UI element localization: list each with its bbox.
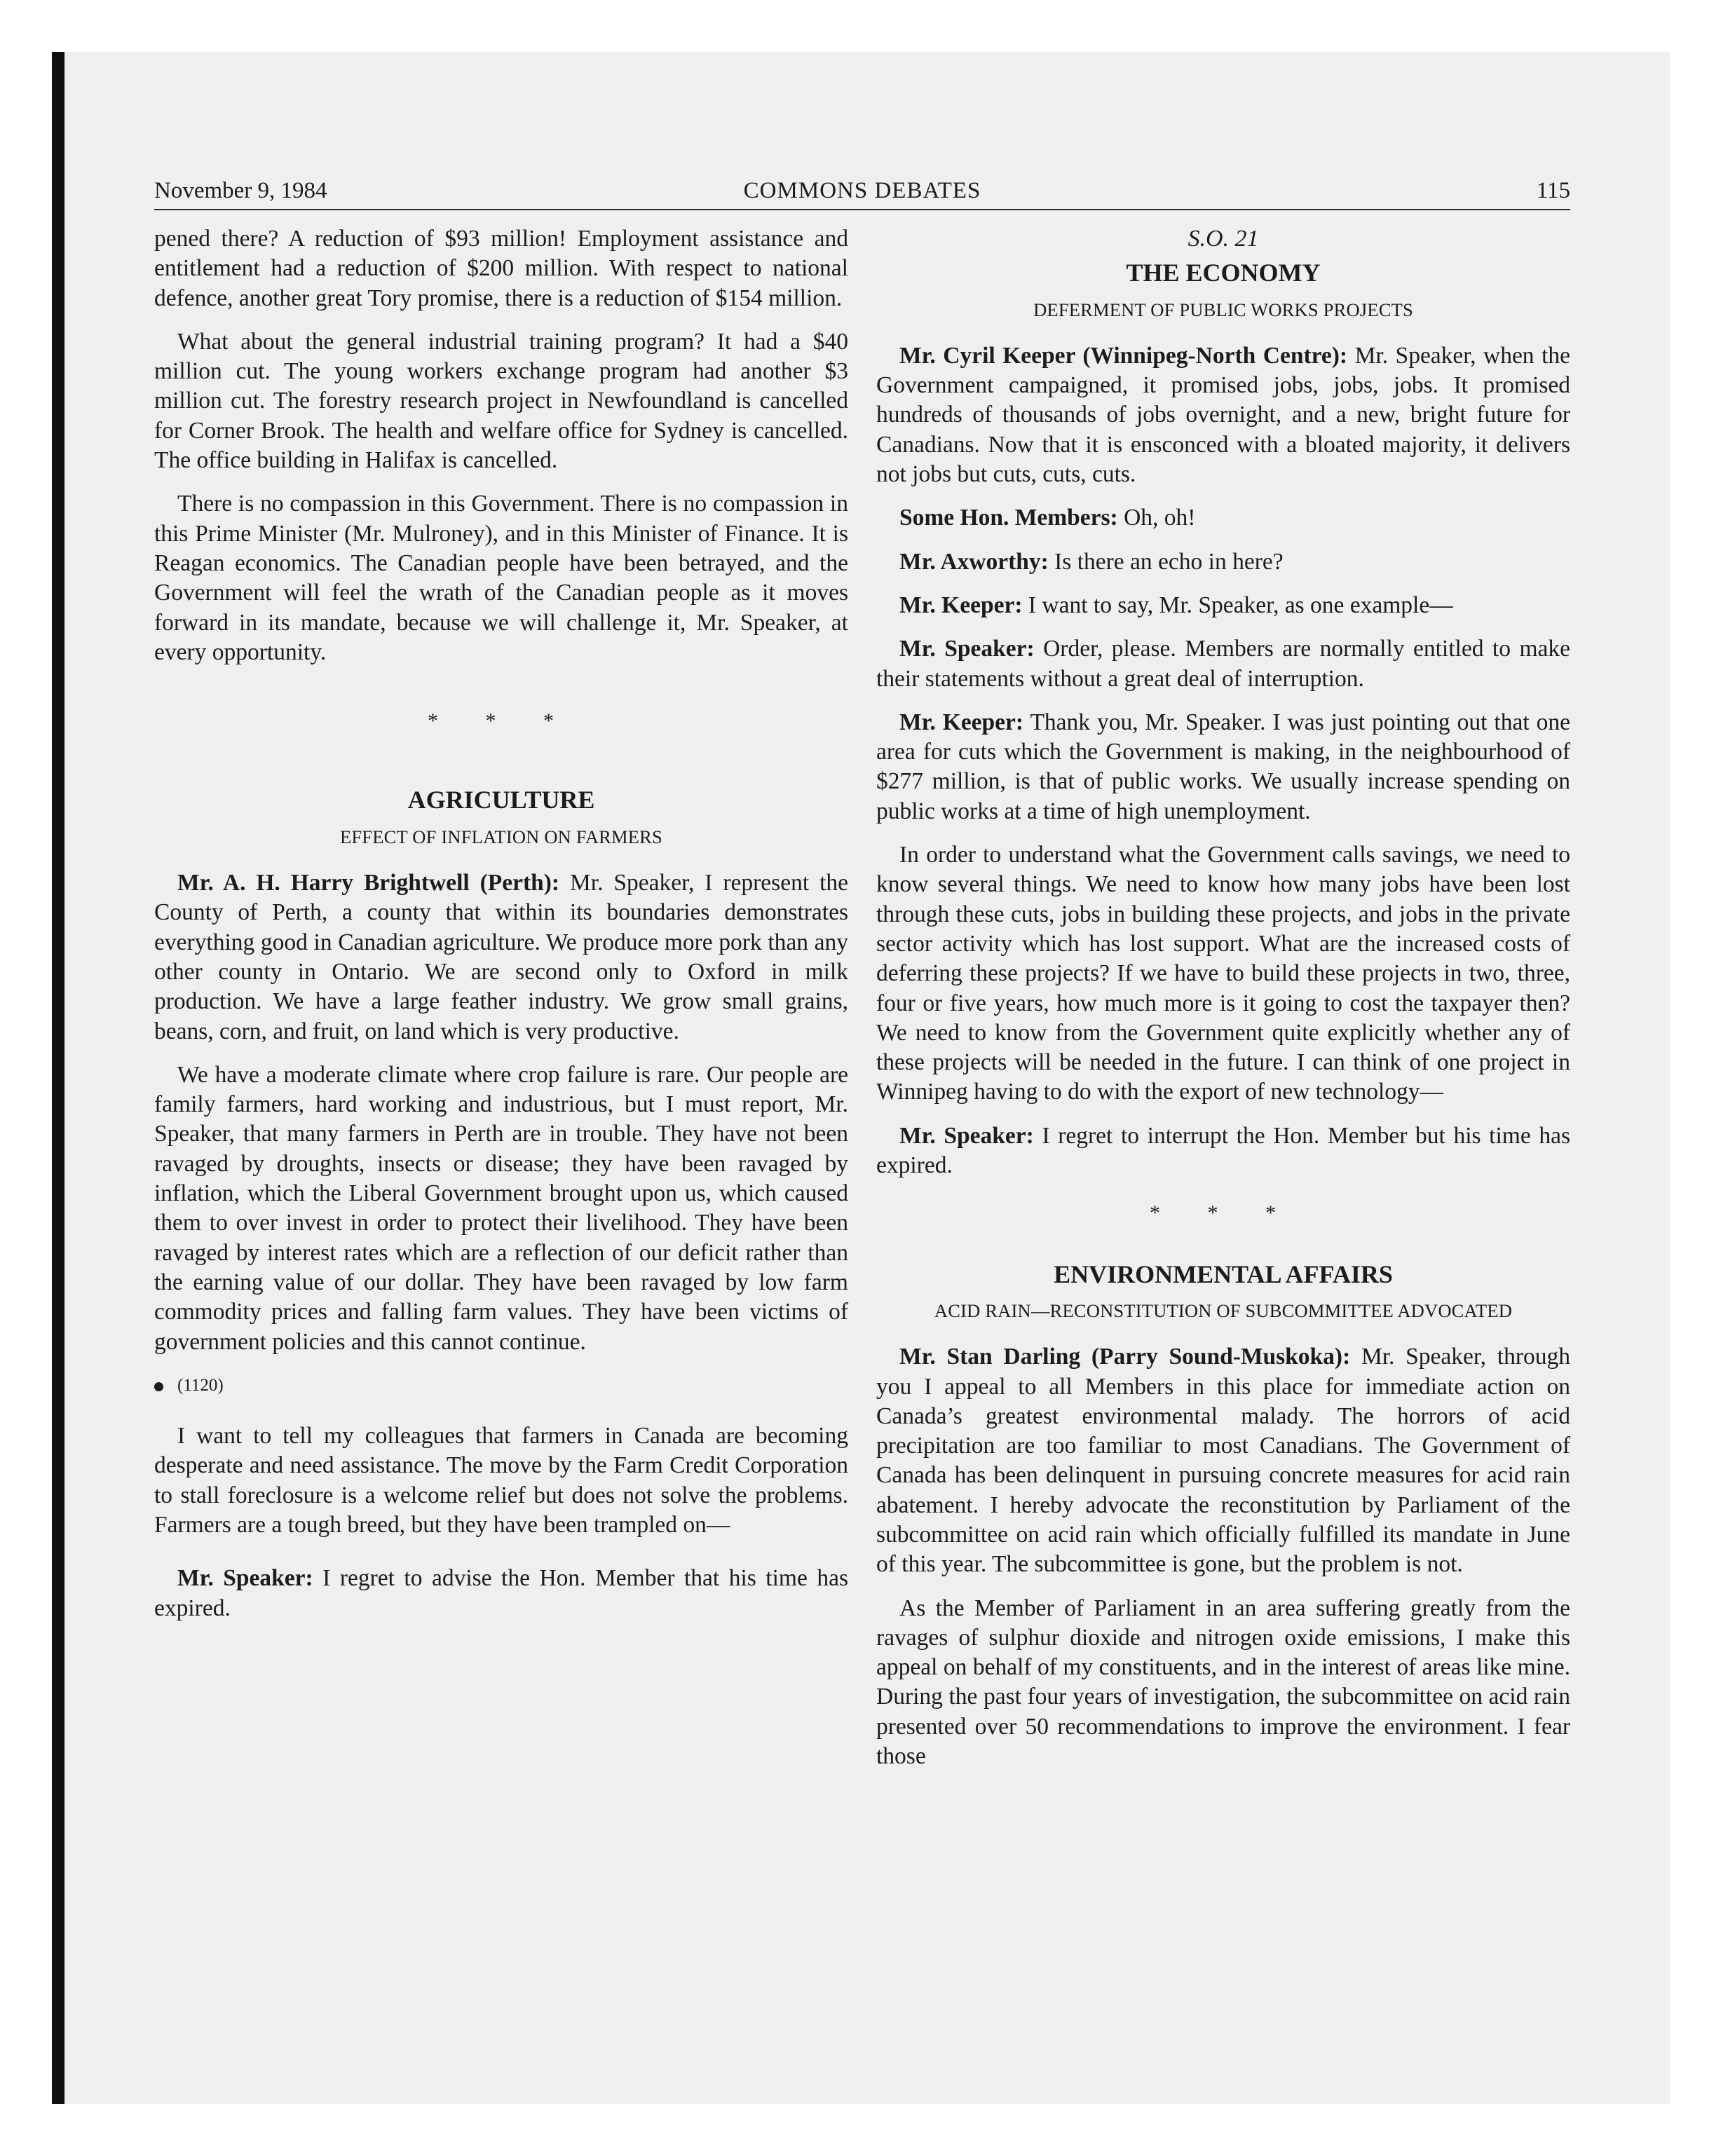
scan-edge <box>52 52 64 2104</box>
header-date: November 9, 1984 <box>154 178 327 203</box>
speech-paragraph <box>876 708 1570 826</box>
speaker-name: Mr. Stan Darling (Parry Sound-Muskoka): <box>899 1344 1351 1370</box>
section-subheading: DEFERMENT OF PUBLIC WORKS PROJECTS <box>1033 299 1413 320</box>
paragraph: pened there? A reduction of $93 million! Employment assistance and entitlement had a reduction of $200 million. With respect to national defence, another great Tory promise, there is a reduction of $154 million. <box>154 226 848 311</box>
section-subheading: EFFECT OF INFLATION ON FARMERS <box>339 826 662 847</box>
paragraph: In order to understand what the Government calls savings, we need to know several things. We need to know how many jobs have been lost through these cuts, jobs in building these projects, and jobs in the private sector activity which has lost support. What are the increased costs of deferring these projects? If we have to build these projects in two, three, four or five years, how much more is it going to cost the taxpayer then? We need to know from the Government quite explicitly whether any of these projects will be needed in the future. I can think of one project in Winnipeg having to do with the export of new technology— <box>876 842 1570 1105</box>
paragraph: There is no compassion in this Government. There is no compassion in this Prime Minister (Mr. Mulroney), and in this Minister of Finance. It is Reagan economics. The Canadian people have been betrayed, and the Government will feel the wrath of the Canadian people as it moves forward in its mandate, because we will challenge it, Mr. Speaker, at every opportunity. <box>154 491 848 665</box>
section-separator: * * * <box>428 709 575 733</box>
speaker-name: Mr. Speaker: <box>177 1565 313 1592</box>
speech-paragraph <box>876 1121 1570 1181</box>
speaker-name: Mr. Speaker: <box>899 636 1035 662</box>
speech-paragraph <box>876 503 1570 533</box>
speech-paragraph <box>876 547 1570 577</box>
speech-text: Thank you, Mr. Speaker. I was just pointing out that one area for cuts which the Government is making, in the neighbourhood of $277 million, is that of public works. We usually increase spending on public works at a time of high unemployment. <box>876 709 1571 824</box>
speaker-name: Some Hon. Members: <box>899 505 1118 531</box>
speech-paragraph <box>876 1342 1570 1579</box>
bullet-icon <box>154 1382 163 1391</box>
speech-text: Mr. Speaker, I represent the County of Perth, a county that within its boundaries demonstrates everything good in Canadian agriculture. We produce more pork than any other county in Ontario. We are second only to Oxford in milk production. We have a large feather industry. We grow small grains, beans, corn, and fruit, on land which is very productive. <box>154 870 848 1044</box>
speech-paragraph <box>876 634 1570 694</box>
running-header <box>154 177 1570 210</box>
speech-text: I want to say, Mr. Speaker, as one example— <box>1022 592 1453 618</box>
speaker-name: Mr. Cyril Keeper (Winnipeg-North Centre): <box>899 342 1348 369</box>
paragraph: I want to tell my colleagues that farmers in Canada are becoming desperate and need assistance. The move by the Farm Credit Corporation to stall foreclosure is a welcome relief but does not solve the problems. Farmers are a tough breed, but they have been trampled on— <box>154 1423 848 1538</box>
right-column <box>876 224 1570 1785</box>
speech-text: Is there an echo in here? <box>1048 548 1284 575</box>
speech-text: I regret to advise the Hon. Member that his time has expired. <box>154 1565 848 1621</box>
speaker-name: Mr. Keeper: <box>899 709 1024 735</box>
standing-order-label: S.O. 21 <box>1188 226 1259 252</box>
left-column <box>154 224 848 1637</box>
speech-paragraph <box>154 1564 848 1623</box>
speech-text: Mr. Speaker, when the Government campaigned, it promised jobs, jobs, jobs. It promised hundreds of thousands of jobs overnight, and a new, bright future for Canadians. Now that it is ensconced with a bloated majority, it delivers not jobs but cuts, cuts, cuts. <box>876 342 1571 488</box>
speech-paragraph <box>154 868 848 1046</box>
paragraph: We have a moderate climate where crop failure is rare. Our people are family farmers, hard working and industrious, but I must report, Mr. Speaker, that many farmers in Perth are in trouble. They have not been ravaged by droughts, insects or disease; they have been ravaged by inflation, which the Liberal Government brought upon us, which caused them to over invest in order to protect their livelihood. They have been ravaged by interest rates which are a reflection of our deficit rather than the earning value of our dollar. They have been ravaged by low farm commodity prices and falling farm values. They have been victims of government policies and this cannot continue. <box>154 1061 848 1355</box>
speech-text: Order, please. Members are normally entitled to make their statements without a great deal of interruption. <box>876 636 1570 692</box>
speaker-name: Mr. Speaker: <box>899 1122 1034 1149</box>
speech-paragraph <box>876 341 1570 489</box>
speech-text: Mr. Speaker, through you I appeal to all Members in this place for immediate action on Canada’s greatest environmental malady. The horrors of acid precipitation are too familiar to most Canadians. The Government of Canada has been delinquent in pursuing concrete measures for acid rain abatement. I hereby advocate the reconstitution by Parliament of the subcommittee on acid rain which officially fulfilled its mandate in June of this year. The subcommittee is gone, but the problem is not. <box>876 1344 1570 1578</box>
speech-text: Oh, oh! <box>1117 505 1196 531</box>
paragraph: As the Member of Parliament in an area suffering greatly from the ravages of sulphur dioxide and nitrogen oxide emissions, I make this appeal on behalf of my constituents, and in the interest of areas like mine. During the past four years of investigation, the subcommittee on acid rain presented over 50 recommendations to improve the environment. I fear those <box>876 1595 1570 1770</box>
speaker-name: Mr. Axworthy: <box>899 548 1049 575</box>
section-subheading: ACID RAIN—RECONSTITUTION OF SUBCOMMITTEE ADVOCATED <box>934 1299 1513 1321</box>
speech-paragraph <box>876 591 1570 620</box>
time-marker <box>154 1371 848 1400</box>
section-separator: * * * <box>1150 1201 1297 1225</box>
speech-text: I regret to interrupt the Hon. Member but his time has expired. <box>876 1122 1570 1179</box>
time-marker-text: (1120) <box>177 1375 224 1395</box>
page-number: 115 <box>1536 178 1570 203</box>
section-heading: THE ECONOMY <box>1126 259 1321 287</box>
header-title: COMMONS DEBATES <box>743 178 981 203</box>
speaker-name: Mr. Keeper: <box>899 592 1023 618</box>
section-heading: ENVIRONMENTAL AFFAIRS <box>1054 1260 1393 1288</box>
paragraph: What about the general industrial training program? It had a $40 million cut. The young workers exchange program had another $3 million cut. The forestry research project in Newfoundland is cancelled for Corner Brook. The health and welfare office for Sydney is cancelled. The office building in Halifax is cancelled. <box>154 328 848 474</box>
speaker-name: Mr. A. H. Harry Brightwell (Perth): <box>177 870 560 896</box>
section-heading: AGRICULTURE <box>407 786 595 814</box>
